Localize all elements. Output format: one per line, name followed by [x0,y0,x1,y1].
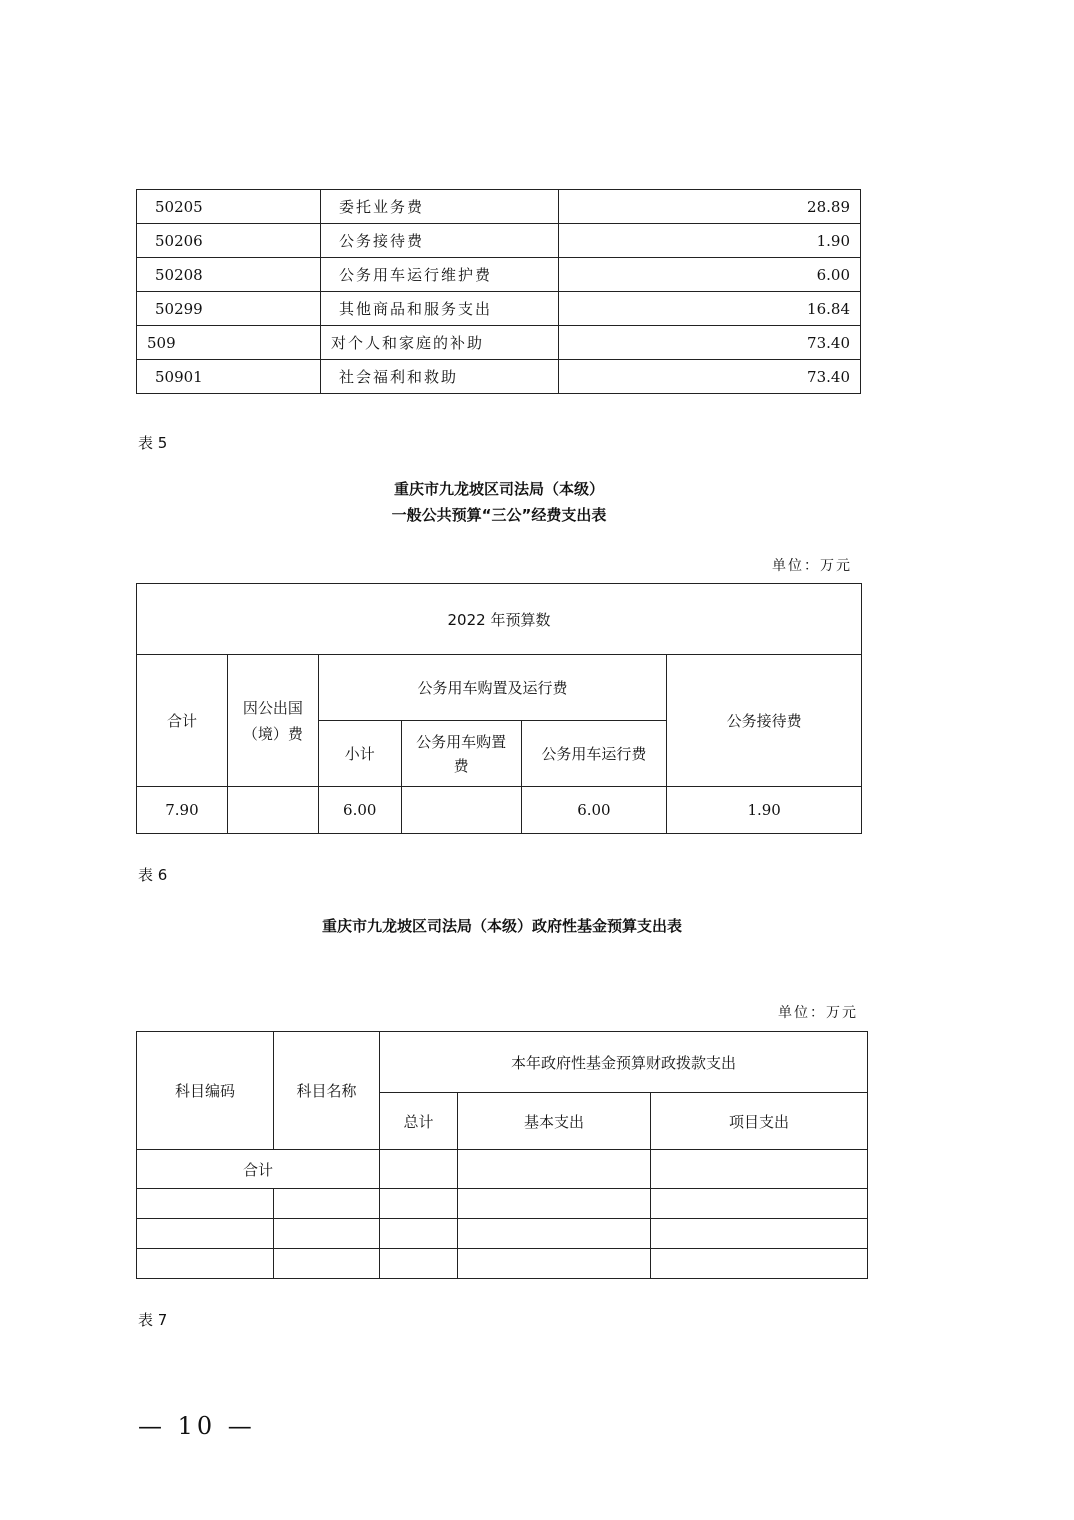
row-name: 其他商品和服务支出 [321,292,559,326]
table5-unit: 单位：万元 [772,558,852,574]
row-amount: 6.00 [559,258,861,292]
table7-label: 表 7 [138,1311,168,1329]
total-row-cell [651,1150,868,1189]
row-code: 50299 [137,292,321,326]
empty-cell [651,1189,868,1219]
total-row-label: 合计 [137,1150,380,1189]
table-row [137,292,861,326]
page-number: — 10 — [138,1412,256,1440]
header-reception: 公务接待费 [667,655,862,787]
header-code: 科目编码 [137,1032,274,1150]
value-abroad [227,787,318,834]
empty-cell [380,1219,458,1249]
value-total: 7.90 [137,787,228,834]
empty-cell [458,1249,651,1279]
three-public-expenses-table [136,583,862,834]
row-name: 对个人和家庭的补助 [321,326,559,360]
row-code: 50901 [137,360,321,394]
row-code: 509 [137,326,321,360]
total-row-cell [458,1150,651,1189]
expense-table-continued [136,189,861,394]
header-grand-total: 总计 [380,1093,458,1150]
row-code: 50205 [137,190,321,224]
value-reception: 1.90 [667,787,862,834]
government-fund-table [136,1031,868,1279]
table-row [137,224,861,258]
header-subtotal: 小计 [318,721,401,787]
row-name: 公务接待费 [321,224,559,258]
value-subtotal: 6.00 [318,787,401,834]
header-fund-group: 本年政府性基金预算财政拨款支出 [380,1032,868,1093]
header-project: 项目支出 [651,1093,868,1150]
row-amount: 1.90 [559,224,861,258]
row-amount: 28.89 [559,190,861,224]
header-total: 合计 [137,655,228,787]
table5-label: 表 5 [138,434,168,452]
row-name: 委托业务费 [321,190,559,224]
table6-title: 重庆市九龙坡区司法局（本级）政府性基金预算支出表 [321,917,682,935]
empty-cell [380,1249,458,1279]
value-vehicle-operation: 6.00 [521,787,667,834]
row-amount: 16.84 [559,292,861,326]
empty-cell [274,1189,380,1219]
table6-label: 表 6 [138,866,168,884]
empty-cell [651,1219,868,1249]
row-name: 社会福利和救助 [321,360,559,394]
row-code: 50208 [137,258,321,292]
table-row [137,258,861,292]
row-code: 50206 [137,224,321,258]
row-name: 公务用车运行维护费 [321,258,559,292]
header-vehicle-purchase: 公务用车购置 费 [401,721,521,787]
row-amount: 73.40 [559,326,861,360]
table-row [137,326,861,360]
empty-cell [137,1189,274,1219]
empty-cell [380,1189,458,1219]
empty-cell [137,1219,274,1249]
header-abroad: 因公出国 （境）费 [227,655,318,787]
header-basic: 基本支出 [458,1093,651,1150]
empty-cell [137,1249,274,1279]
row-amount: 73.40 [559,360,861,394]
header-name: 科目名称 [274,1032,380,1150]
table5-title-line1: 重庆市九龙坡区司法局（本级） [393,480,604,498]
empty-cell [274,1249,380,1279]
table6-unit: 单位：万元 [778,1005,858,1021]
empty-cell [458,1189,651,1219]
header-vehicle-group: 公务用车购置及运行费 [318,655,666,721]
value-vehicle-purchase [401,787,521,834]
table5-title-line2: 一般公共预算“三公”经费支出表 [391,506,607,524]
header-vehicle-operation: 公务用车运行费 [521,721,667,787]
year-budget-header: 2022 年预算数 [137,584,862,655]
empty-cell [274,1219,380,1249]
total-row-cell [380,1150,458,1189]
table-row [137,190,861,224]
table-row [137,360,861,394]
empty-cell [651,1249,868,1279]
empty-cell [458,1219,651,1249]
